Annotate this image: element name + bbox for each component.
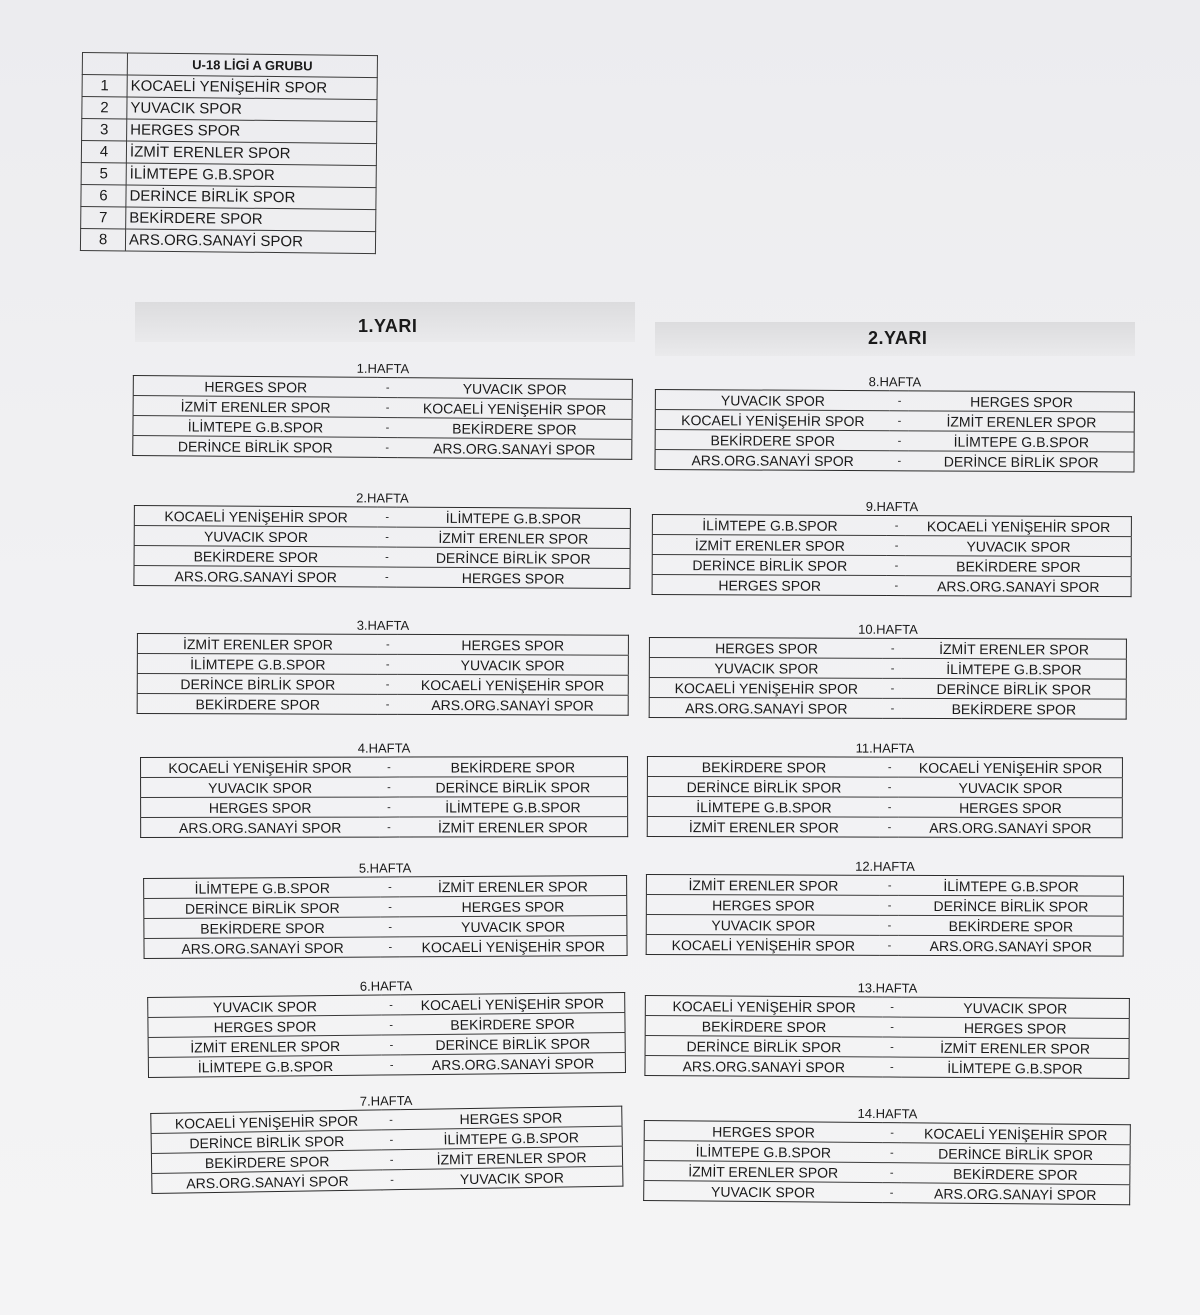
team-name: DERİNCE BİRLİK SPOR [126, 185, 376, 210]
match-separator: - [385, 571, 389, 584]
week-title: 4.HAFTA [357, 740, 411, 756]
home-team: ARS.ORG.SANAYİ SPOR [682, 1057, 846, 1075]
away-team: BEKİRDERE SPOR [951, 700, 1077, 717]
match-row [647, 797, 1122, 818]
home-team: HERGES SPOR [148, 1015, 382, 1037]
away-team: DERİNCE BİRLİK SPOR [902, 1143, 1131, 1165]
week-block [140, 740, 628, 838]
group-team-row [81, 206, 376, 231]
week-title: 14.HAFTA [857, 1105, 918, 1122]
group-team-row [82, 97, 377, 122]
match-separator: - [378, 377, 398, 397]
home-team: DERİNCE BİRLİK SPOR [645, 1036, 882, 1057]
week-block [647, 740, 1123, 838]
match-separator: - [385, 441, 390, 454]
home-team: KOCAELİ YENİŞEHİR SPOR [645, 996, 882, 1017]
week-title: 11.HAFTA [855, 740, 915, 756]
match-row [141, 817, 628, 838]
group-team-table [80, 52, 378, 254]
home-team: YUVACIK SPOR [134, 526, 377, 547]
home-team: BEKİRDERE SPOR [134, 546, 377, 567]
away-team: BEKİRDERE SPOR [906, 556, 1131, 577]
home-team: DERİNCE BİRLİK SPOR [647, 777, 880, 798]
week-block [150, 1090, 623, 1194]
home-team: KOCAELİ YENİŞEHİR SPOR [134, 506, 377, 527]
home-team: ARS.ORG.SANAYİ SPOR [186, 1172, 349, 1191]
home-team: KOCAELİ YENİŞEHİR SPOR [649, 678, 883, 699]
week-fixture-table [150, 1106, 623, 1194]
week-fixture-table [143, 875, 627, 959]
home-team: BEKİRDERE SPOR [144, 917, 381, 938]
match-separator: - [880, 797, 899, 817]
match-separator: - [890, 391, 909, 411]
team-name: İZMİT ERENLER SPOR [126, 141, 376, 166]
team-name: ARS.ORG.SANAYİ SPOR [125, 229, 375, 254]
match-separator: - [883, 678, 902, 698]
away-team: DERİNCE BİRLİK SPOR [397, 547, 630, 568]
match-separator: - [890, 702, 895, 715]
week-fixture-table [652, 514, 1132, 597]
match-separator: - [382, 1035, 401, 1055]
week-block [132, 359, 633, 460]
match-row [652, 535, 1131, 557]
match-separator: - [388, 940, 393, 954]
week-block [643, 1104, 1131, 1205]
week-fixture-table [646, 874, 1124, 957]
away-team: İZMİT ERENLER SPOR [401, 1146, 623, 1169]
away-team: HERGES SPOR [909, 391, 1134, 412]
match-separator: - [882, 1017, 901, 1037]
match-row [655, 390, 1134, 413]
match-row [141, 797, 628, 818]
group-team-row [82, 75, 377, 100]
away-team: KOCAELİ YENİŞEHİR SPOR [906, 516, 1131, 537]
match-row [647, 817, 1122, 838]
home-team: KOCAELİ YENİŞEHİR SPOR [141, 757, 380, 777]
away-team: DERİNCE BİRLİK SPOR [401, 1032, 625, 1054]
match-separator: - [883, 658, 902, 678]
away-team: DERİNCE BİRLİK SPOR [943, 453, 1099, 470]
away-team: KOCAELİ YENİŞEHİR SPOR [899, 757, 1122, 778]
match-separator: - [382, 1150, 401, 1170]
away-team: ARS.ORG.SANAYİ SPOR [937, 577, 1100, 595]
home-team: HERGES SPOR [649, 638, 883, 659]
home-team: HERGES SPOR [646, 895, 880, 916]
home-team: İZMİT ERENLER SPOR [646, 875, 880, 896]
match-separator: - [890, 411, 909, 431]
match-row [133, 436, 632, 460]
home-team: İZMİT ERENLER SPOR [133, 396, 378, 418]
match-row [137, 634, 628, 656]
second-half-title: 2.YARI [868, 328, 928, 348]
match-separator: - [385, 698, 390, 711]
week-block [137, 617, 629, 716]
away-team: HERGES SPOR [899, 797, 1122, 818]
home-team: DERİNCE BİRLİK SPOR [151, 1130, 382, 1154]
home-team: HERGES SPOR [644, 1121, 882, 1143]
team-number: 3 [82, 119, 127, 141]
match-separator: - [880, 875, 899, 895]
match-separator: - [882, 1037, 901, 1057]
group-team-row [81, 141, 376, 166]
week-title: 3.HAFTA [356, 617, 410, 633]
home-team: BEKİRDERE SPOR [655, 430, 890, 451]
away-team: YUVACIK SPOR [899, 777, 1122, 798]
match-separator: - [382, 1130, 401, 1150]
match-separator: - [883, 638, 902, 658]
home-team: İZMİT ERENLER SPOR [644, 1161, 882, 1183]
match-separator: - [889, 1186, 894, 1199]
week-block [646, 858, 1124, 957]
home-team: İZMİT ERENLER SPOR [148, 1035, 382, 1057]
week-title: 7.HAFTA [359, 1092, 413, 1109]
match-separator: - [897, 454, 902, 467]
home-team: ARS.ORG.SANAYİ SPOR [691, 451, 854, 469]
away-team: İLİMTEPE G.B.SPOR [399, 797, 628, 817]
match-row [652, 555, 1131, 577]
home-team: DERİNCE BİRLİK SPOR [144, 897, 381, 918]
home-team: YUVACIK SPOR [646, 915, 880, 936]
away-team: YUVACIK SPOR [398, 378, 633, 400]
match-separator: - [882, 1163, 902, 1183]
match-separator: - [880, 915, 899, 935]
team-number: 2 [82, 97, 127, 119]
match-row [649, 638, 1126, 660]
away-team: HERGES SPOR [398, 634, 629, 655]
group-team-row [81, 162, 376, 187]
away-team: YUVACIK SPOR [902, 997, 1130, 1018]
week-block [133, 489, 631, 589]
group-team-row [82, 119, 377, 144]
week-fixture-table [644, 995, 1129, 1079]
away-team: İZMİT ERENLER SPOR [397, 527, 630, 548]
group-team-row [81, 184, 376, 209]
match-row [649, 658, 1126, 680]
match-row [144, 936, 627, 959]
match-separator: - [387, 821, 391, 834]
away-team: İZMİT ERENLER SPOR [902, 638, 1126, 659]
away-team: İLİMTEPE G.B.SPOR [397, 507, 630, 528]
week-title: 6.HAFTA [359, 978, 413, 994]
team-number: 7 [81, 206, 126, 228]
match-row [655, 450, 1134, 473]
match-row [148, 1052, 625, 1077]
match-row [646, 895, 1123, 917]
away-team: ARS.ORG.SANAYİ SPOR [929, 937, 1093, 955]
away-team: DERİNCE BİRLİK SPOR [399, 777, 628, 797]
first-half-title: 1.YARI [358, 316, 418, 336]
away-team: YUVACIK SPOR [400, 916, 627, 937]
home-team: DERİNCE BİRLİK SPOR [652, 555, 887, 576]
away-team: DERİNCE BİRLİK SPOR [902, 678, 1126, 699]
match-row [141, 777, 628, 798]
home-team: KOCAELİ YENİŞEHİR SPOR [671, 936, 856, 954]
match-separator: - [377, 507, 397, 527]
home-team: YUVACIK SPOR [649, 658, 883, 679]
match-separator: - [377, 527, 397, 547]
week-fixture-table [654, 389, 1134, 473]
home-team: BEKİRDERE SPOR [151, 1150, 382, 1174]
home-team: İZMİT ERENLER SPOR [137, 634, 378, 655]
home-team: İZMİT ERENLER SPOR [652, 535, 887, 556]
match-separator: - [377, 547, 397, 567]
match-row [134, 566, 630, 589]
match-separator: - [882, 1123, 902, 1143]
match-row [652, 515, 1131, 537]
away-team: KOCAELİ YENİŞEHİR SPOR [398, 398, 633, 420]
home-team: YUVACIK SPOR [141, 777, 380, 797]
week-fixture-table [133, 505, 630, 589]
match-row [655, 410, 1134, 433]
home-team: İLİMTEPE G.B.SPOR [137, 654, 378, 675]
home-team: ARS.ORG.SANAYİ SPOR [181, 939, 344, 957]
match-separator: - [890, 431, 909, 451]
match-row [644, 1181, 1130, 1205]
match-separator: - [378, 634, 398, 654]
away-team: YUVACIK SPOR [459, 1169, 564, 1187]
away-team: ARS.ORG.SANAYİ SPOR [433, 439, 596, 458]
home-team: İLİMTEPE G.B.SPOR [644, 1141, 882, 1163]
week-block [654, 373, 1135, 473]
match-separator: - [377, 417, 397, 437]
away-team: YUVACIK SPOR [398, 654, 629, 675]
match-separator: - [882, 997, 901, 1017]
group-title-row [82, 53, 377, 78]
match-row [647, 777, 1122, 798]
week-title: 5.HAFTA [358, 860, 412, 876]
match-row [652, 575, 1131, 597]
match-separator: - [378, 674, 398, 694]
match-separator: - [880, 895, 899, 915]
team-number: 6 [81, 184, 126, 206]
away-team: İZMİT ERENLER SPOR [437, 818, 588, 835]
home-team: YUVACIK SPOR [710, 1183, 816, 1200]
match-separator: - [378, 654, 398, 674]
match-separator: - [382, 1015, 401, 1035]
week-title: 8.HAFTA [868, 374, 922, 390]
match-row [646, 935, 1123, 957]
away-team: İZMİT ERENLER SPOR [400, 876, 627, 897]
away-team: BEKİRDERE SPOR [401, 1012, 625, 1034]
match-separator: - [880, 777, 899, 797]
match-row [646, 915, 1123, 937]
team-name: HERGES SPOR [127, 119, 377, 144]
match-row [649, 698, 1126, 720]
week-title: 2.HAFTA [356, 490, 409, 506]
home-team: İZMİT ERENLER SPOR [688, 818, 839, 836]
match-separator: - [380, 917, 399, 937]
match-separator: - [887, 939, 892, 952]
away-team: BEKİRDERE SPOR [901, 1163, 1130, 1185]
match-separator: - [880, 757, 899, 777]
away-team: ARS.ORG.SANAYİ SPOR [431, 1054, 595, 1073]
team-name: KOCAELİ YENİŞEHİR SPOR [127, 75, 377, 100]
match-separator: - [380, 877, 399, 897]
away-team: HERGES SPOR [461, 569, 565, 587]
week-fixture-table [647, 756, 1123, 838]
away-team: KOCAELİ YENİŞEHİR SPOR [421, 937, 605, 955]
away-team: İLİMTEPE G.B.SPOR [909, 431, 1134, 452]
away-team: KOCAELİ YENİŞEHİR SPOR [902, 1123, 1131, 1145]
away-team: DERİNCE BİRLİK SPOR [899, 895, 1123, 916]
away-team: BEKİRDERE SPOR [399, 757, 628, 777]
home-team: YUVACIK SPOR [148, 995, 382, 1017]
match-row [137, 674, 628, 696]
group-team-row [80, 228, 375, 253]
away-team: İLİMTEPE G.B.SPOR [401, 1126, 623, 1149]
week-title: 9.HAFTA [865, 498, 919, 515]
match-separator: - [380, 897, 399, 917]
match-separator: - [389, 1058, 394, 1071]
match-separator: - [379, 777, 399, 797]
match-separator: - [379, 797, 399, 817]
match-separator: - [882, 1143, 902, 1163]
home-team: ARS.ORG.SANAYİ SPOR [685, 699, 848, 717]
match-row [647, 757, 1122, 778]
week-block [143, 859, 628, 959]
home-team: KOCAELİ YENİŞEHİR SPOR [151, 1110, 382, 1134]
away-team: İLİMTEPE G.B.SPOR [899, 875, 1123, 896]
week-fixture-table [643, 1120, 1131, 1205]
away-team: ARS.ORG.SANAYİ SPOR [929, 819, 1092, 836]
home-team: YUVACIK SPOR [655, 390, 890, 411]
match-separator: - [382, 1110, 401, 1130]
home-team: DERİNCE BİRLİK SPOR [177, 437, 333, 456]
home-team: HERGES SPOR [141, 797, 380, 817]
match-separator: - [887, 821, 892, 834]
match-separator: - [390, 1173, 394, 1186]
home-team: BEKİRDERE SPOR [647, 757, 880, 778]
home-team: ARS.ORG.SANAYİ SPOR [179, 819, 342, 836]
week-fixture-table [132, 375, 633, 460]
match-row [655, 430, 1134, 453]
match-separator: - [378, 397, 398, 417]
match-row [141, 757, 628, 778]
home-team: BEKİRDERE SPOR [645, 1016, 882, 1037]
match-separator: - [889, 1060, 894, 1074]
week-title: 10.HAFTA [858, 621, 918, 637]
match-separator: - [381, 995, 400, 1015]
group-title: U-18 LİGİ A GRUBU [127, 53, 377, 78]
week-fixture-table [649, 637, 1127, 720]
away-team: YUVACIK SPOR [906, 536, 1131, 557]
away-team: HERGES SPOR [400, 896, 627, 917]
team-name: YUVACIK SPOR [127, 97, 377, 122]
team-number: 5 [81, 162, 126, 184]
match-row [137, 694, 628, 716]
team-number: 4 [81, 141, 126, 163]
away-team: HERGES SPOR [400, 1106, 622, 1129]
home-team: İLİMTEPE G.B.SPOR [133, 416, 378, 438]
week-block [652, 498, 1132, 597]
week-block [649, 621, 1127, 720]
home-team: BEKİRDERE SPOR [195, 695, 321, 713]
match-separator: - [887, 556, 906, 576]
home-team: HERGES SPOR [718, 576, 822, 594]
away-team: İZMİT ERENLER SPOR [909, 411, 1134, 432]
week-title: 13.HAFTA [857, 980, 918, 996]
match-separator: - [894, 579, 899, 592]
home-team: ARS.ORG.SANAYİ SPOR [174, 567, 337, 585]
away-team: HERGES SPOR [902, 1017, 1130, 1038]
match-separator: - [379, 757, 399, 777]
week-block [644, 979, 1130, 1079]
home-team: İLİMTEPE G.B.SPOR [647, 797, 880, 818]
home-team: DERİNCE BİRLİK SPOR [137, 674, 378, 695]
week-fixture-table [147, 992, 626, 1078]
team-name: BEKİRDERE SPOR [126, 207, 376, 232]
home-team: İLİMTEPE G.B.SPOR [652, 515, 887, 536]
team-number: 1 [82, 75, 127, 97]
away-team: BEKİRDERE SPOR [899, 915, 1123, 936]
week-title: 1.HAFTA [356, 360, 410, 377]
away-team: KOCAELİ YENİŞEHİR SPOR [400, 992, 624, 1014]
away-team: KOCAELİ YENİŞEHİR SPOR [397, 674, 628, 695]
week-title: 12.HAFTA [855, 858, 915, 874]
match-separator: - [887, 516, 906, 536]
match-row [649, 678, 1126, 700]
away-team: BEKİRDERE SPOR [397, 418, 632, 440]
week-fixture-table [140, 756, 628, 838]
home-team: İLİMTEPE G.B.SPOR [144, 877, 381, 898]
home-team: İLİMTEPE G.B.SPOR [197, 1057, 334, 1075]
week-fixture-table [137, 633, 629, 716]
week-block [147, 976, 626, 1078]
match-separator: - [887, 536, 906, 556]
team-number: 8 [80, 228, 125, 250]
away-team: İLİMTEPE G.B.SPOR [902, 658, 1126, 679]
away-team: ARS.ORG.SANAYİ SPOR [934, 1185, 1097, 1203]
team-name: İLİMTEPE G.B.SPOR [126, 163, 376, 188]
match-row [645, 1056, 1129, 1079]
match-row [646, 875, 1123, 897]
away-team: ARS.ORG.SANAYİ SPOR [431, 696, 594, 714]
away-team: İZMİT ERENLER SPOR [902, 1037, 1130, 1058]
match-row [137, 654, 628, 676]
home-team: HERGES SPOR [133, 376, 378, 398]
home-team: KOCAELİ YENİŞEHİR SPOR [655, 410, 890, 431]
away-team: İLİMTEPE G.B.SPOR [947, 1059, 1083, 1077]
